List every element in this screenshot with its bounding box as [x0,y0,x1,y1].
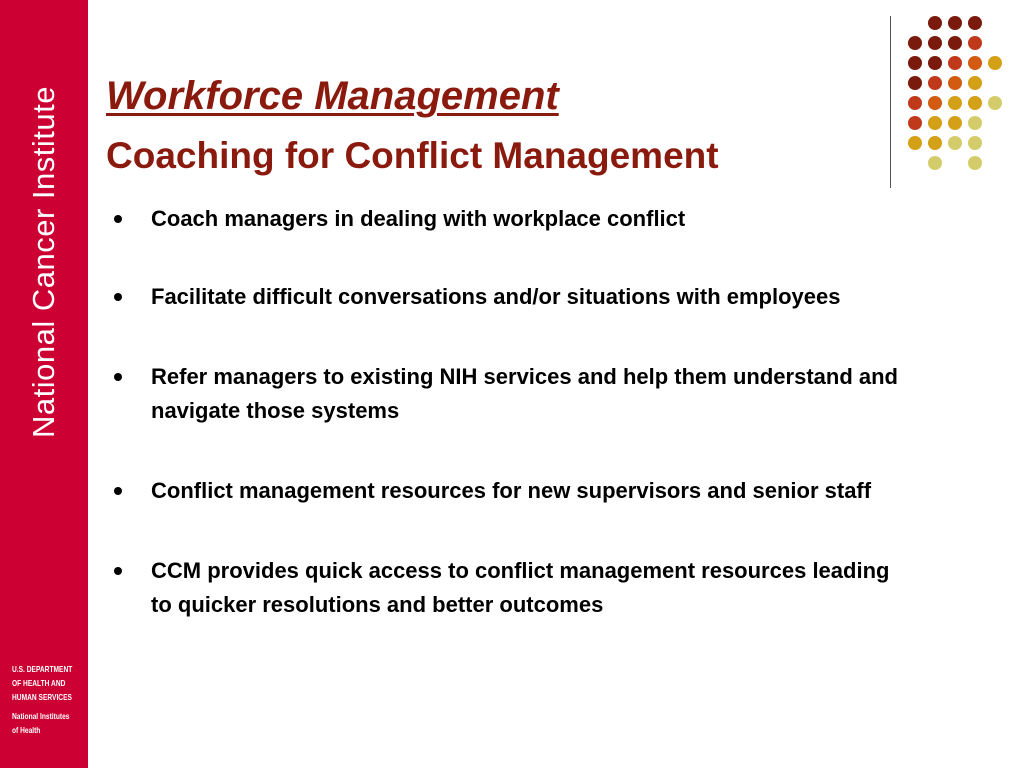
bullet-text: Coach managers in dealing with workplace conflict [151,206,686,231]
decorative-dot [948,36,962,50]
hhs-line-3: HUMAN SERVICES [12,692,72,702]
decorative-dot [968,116,982,130]
bullet-text: Conflict management resources for new supervisors and senior staff [151,478,872,503]
bullet-item [114,280,914,314]
decorative-dot [968,96,982,110]
sidebar-brand-bar [0,0,88,768]
decorative-dot [928,56,942,70]
bullet-item [114,360,914,428]
decorative-dot [908,96,922,110]
decorative-dot [908,136,922,150]
decorative-dot [968,36,982,50]
decorative-dot [928,156,942,170]
decorative-dot [928,16,942,30]
hhs-logo-text [12,662,84,737]
decorative-dot [948,136,962,150]
institute-name: National Cancer Institute [26,86,61,438]
bullet-text: Facilitate difficult conversations and/or situations with employees [151,284,841,309]
decorative-dot [908,36,922,50]
decorative-dot-grid [900,12,1010,172]
decorative-dot [928,76,942,90]
decorative-dot [948,56,962,70]
decorative-dot [948,76,962,90]
bullet-text: CCM provides quick access to conflict management resources leading to quicker resolutions and better outcomes [151,558,890,617]
decorative-dot [968,136,982,150]
decorative-dot [928,96,942,110]
hhs-line-2: OF HEALTH AND [12,678,66,688]
bullet-item [114,202,914,236]
decorative-dot [968,76,982,90]
bullet-text: Refer managers to existing NIH services and help them understand and navigate those systems [151,364,898,423]
hhs-line-1: U.S. DEPARTMENT [12,664,73,674]
slide-subtitle: Coaching for Conflict Management [106,135,719,176]
bullet-list [114,202,914,622]
bullet-dot-icon [114,293,122,301]
decorative-dot [988,56,1002,70]
decorative-dot [928,136,942,150]
bullet-dot-icon [114,215,122,223]
decorative-dot [908,116,922,130]
decorative-dot [948,16,962,30]
decorative-dot [968,156,982,170]
decorative-dot [948,96,962,110]
sidebar-title-container [0,0,88,520]
bullet-dot-icon [114,567,122,575]
decorative-dot [968,16,982,30]
bullet-dot-icon [114,487,122,495]
bullet-dot-icon [114,373,122,381]
decorative-dot [928,116,942,130]
nih-line-1: National Institutes [12,711,70,721]
bullet-item [114,474,914,508]
nih-line-2: of Health [12,725,41,735]
decorative-dot [908,56,922,70]
header-divider [890,16,891,188]
decorative-dot [988,96,1002,110]
slide-title: Workforce Management [106,74,559,118]
decorative-dot [948,116,962,130]
decorative-dot [928,36,942,50]
decorative-dot [908,76,922,90]
bullet-item [114,554,914,622]
decorative-dot [968,56,982,70]
